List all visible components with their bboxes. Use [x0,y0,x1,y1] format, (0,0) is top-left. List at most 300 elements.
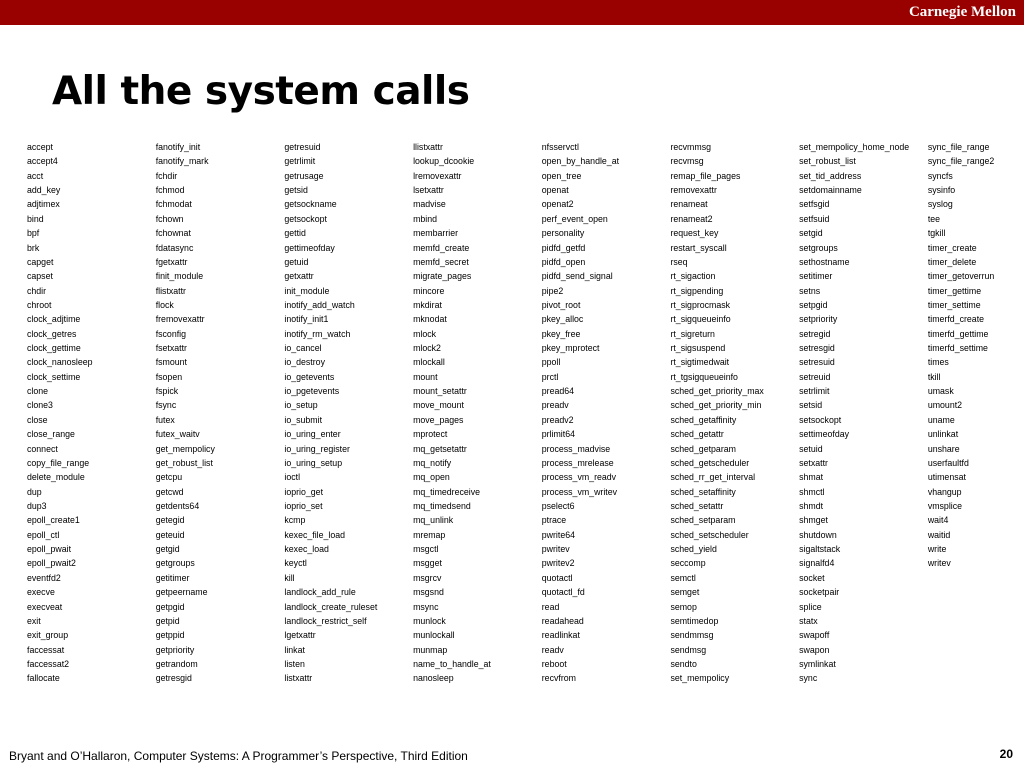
syscall-name: get_robust_list [155,457,213,468]
syscall-name: geteuid [155,529,185,540]
syscall-name: rt_sigpending [670,285,724,296]
syscall-name: mprotect [413,429,448,440]
syscall-name: pkey_free [541,328,581,339]
syscall-name: mq_notify [413,457,452,468]
syscall-name: mincore [413,285,445,296]
syscall-name: fsopen [155,371,183,382]
syscall-name: lgetxattr [284,630,316,641]
syscall-name: setfsuid [799,213,830,224]
syscall-name: futex_waitv [155,429,200,440]
syscall-name: getpid [155,615,180,626]
syscall-name: times [927,357,949,368]
syscall-name: sysinfo [927,185,956,196]
syscall-name: munmap [413,644,448,655]
syscall-name: rseq [670,256,688,267]
syscall-name: accept4 [27,156,58,167]
syscall-name: execveat [27,601,63,612]
syscall-name: fremovexattr [155,314,205,325]
syscall-name: renameat2 [670,213,713,224]
syscall-name: execve [27,587,55,598]
syscall-name: bind [27,213,44,224]
syscall-name: memfd_create [413,242,470,253]
syscall-name: fsmount [155,357,187,368]
syscall-name: getsockname [284,199,337,210]
footer-citation: Bryant and O’Hallaron, Computer Systems: A Programmer’s Perspective, Third Edition [9,749,468,763]
syscall-name: ioprio_get [284,486,324,497]
syscall-name: fsetxattr [155,343,187,354]
syscall-name: sync [799,673,818,684]
syscall-name: msgctl [413,544,439,555]
syscall-name: linkat [284,644,305,655]
syscall-name: adjtimex [27,199,60,210]
syscall-name: move_pages [413,414,464,425]
syscall-name: getsid [284,185,308,196]
syscall-name: open_by_handle_at [541,156,620,167]
syscall-name: fgetxattr [155,256,188,267]
syscall-name: setfsgid [799,199,830,210]
syscall-name: process_vm_writev [541,486,618,497]
syscall-name: mlock2 [413,343,441,354]
syscall-name: quotactl_fd [541,587,585,598]
syscall-name: sched_rr_get_interval [670,472,756,483]
syscall-name: getegid [155,515,185,526]
syscall-name: membarrier [413,228,459,239]
syscall-name: mq_timedsend [413,500,471,511]
syscall-name: pkey_alloc [541,314,584,325]
syscall-name: timerfd_settime [927,343,988,354]
header-bar [0,0,1024,25]
syscall-name: acct [27,170,44,181]
syscall-name: epoll_pwait [27,544,72,555]
syscall-name: timer_settime [927,299,981,310]
syscall-name: swapoff [799,630,830,641]
syscall-name: io_submit [284,414,323,425]
syscall-name: mremap [413,529,446,540]
syscall-name: semtimedop [670,615,719,626]
syscall-name: getppid [155,630,185,641]
syscall-name: msgrcv [413,572,442,583]
syscall-column [27,140,156,686]
slide-title: All the system calls [52,69,470,114]
syscall-name: clone3 [27,400,53,411]
syscall-name: personality [541,228,585,239]
syscall-name: getgid [155,544,180,555]
syscall-column [799,140,928,686]
syscall-name: msync [413,601,439,612]
syscall-name: add_key [27,185,61,196]
syscall-name: lookup_dcookie [413,156,475,167]
syscall-name: eventfd2 [27,572,61,583]
syscall-name: mq_unlink [413,515,454,526]
syscall-name: lremovexattr [413,170,462,181]
syscall-name: readlinkat [541,630,580,641]
syscall-name: mlock [413,328,437,339]
syscall-name: open_tree [541,170,582,181]
syscall-name: semget [670,587,700,598]
syscall-name: ioprio_set [284,500,323,511]
syscall-name: getpeername [155,587,208,598]
syscall-name: inotify_init1 [284,314,329,325]
syscall-name: capget [27,256,54,267]
syscall-name: prctl [541,371,559,382]
syscall-name: listxattr [284,673,313,684]
syscall-name: pwritev2 [541,558,575,569]
syscall-name: preadv [541,400,569,411]
syscall-column [413,140,542,686]
syscall-name: sync_file_range [927,142,990,152]
syscall-name: gettimeofday [284,242,335,253]
syscall-name: readahead [541,615,584,626]
syscall-name: mq_getsetattr [413,443,467,454]
syscall-name: sched_get_priority_min [670,400,762,411]
syscall-name: nanosleep [413,673,454,684]
syscall-name: io_uring_setup [284,457,343,468]
syscall-column [542,140,671,686]
syscall-name: umask [927,386,954,397]
page-number: 20 [999,747,1013,761]
syscall-name: flock [155,299,174,310]
syscall-name: faccessat [27,644,65,655]
syscall-name: setuid [799,443,823,454]
syscall-name: setsockopt [799,414,842,425]
syscall-name: recvmsg [670,156,704,167]
syscall-name: pselect6 [541,500,575,511]
syscall-name: pwrite64 [541,529,576,540]
syscall-name: landlock_add_rule [284,587,356,598]
syscall-name: reboot [541,658,567,669]
syscall-name: clock_adjtime [27,314,81,325]
syscall-name: pipe2 [541,285,564,296]
syscall-name: pidfd_open [541,256,586,267]
syscall-name: listen [284,658,305,669]
syscall-name: process_mrelease [541,457,614,468]
syscall-name: symlinkat [799,658,836,669]
syscall-name: sched_setaffinity [670,486,736,497]
syscall-name: kexec_file_load [284,529,346,540]
syscall-name: setpgid [799,299,828,310]
syscall-name: preadv2 [541,414,574,425]
syscall-name: memfd_secret [413,256,469,267]
syscall-name: timer_gettime [927,285,982,296]
syscall-name: msgget [413,558,442,569]
syscall-name: madvise [413,199,446,210]
syscall-name: close_range [27,429,75,440]
syscall-name: openat [541,185,569,196]
syscall-name: epoll_ctl [27,529,60,540]
syscall-name: kcmp [284,515,306,526]
syscall-name: uname [927,414,955,425]
syscall-name: rt_sigsuspend [670,343,726,354]
syscall-name: rt_sigprocmask [670,299,731,310]
syscall-name: landlock_restrict_self [284,615,367,626]
syscall-name: getpgid [155,601,185,612]
syscall-name: syncfs [927,170,953,181]
syscall-name: process_vm_readv [541,472,617,483]
syscall-name: munlock [413,615,446,626]
syscall-name: socket [799,572,825,583]
syscall-name: pidfd_send_signal [541,271,613,282]
syscall-name: timer_delete [927,256,977,267]
syscall-name: shmget [799,515,828,526]
syscall-name: io_cancel [284,343,322,354]
syscall-name: sched_getscheduler [670,457,750,468]
syscall-name: delete_module [27,472,85,483]
syscall-column [670,140,799,686]
syscall-name: rt_sigqueueinfo [670,314,731,325]
syscall-name: copy_file_range [27,457,90,468]
syscall-name: openat2 [541,199,574,210]
syscall-name: sched_getparam [670,443,736,454]
syscall-name: sigaltstack [799,544,841,555]
syscall-name: io_getevents [284,371,335,382]
syscall-name: bpf [27,228,40,239]
syscall-name: faccessat2 [27,658,70,669]
syscall-name: rt_sigreturn [670,328,715,339]
syscall-name: process_madvise [541,443,611,454]
syscall-name: io_uring_enter [284,429,341,440]
syscall-name: vmsplice [927,500,963,511]
syscall-name: accept [27,142,53,152]
syscall-name: mlockall [413,357,445,368]
syscall-name: chroot [27,299,52,310]
syscall-name: clone [27,386,49,397]
syscall-name: getsockopt [284,213,327,224]
syscall-name: epoll_pwait2 [27,558,76,569]
syscall-name: setregid [799,328,831,339]
syscall-name: move_mount [413,400,464,411]
syscall-name: shmat [799,472,824,483]
syscall-name: timerfd_gettime [927,328,989,339]
syscall-name: init_module [284,285,330,296]
syscall-name: inotify_add_watch [284,299,355,310]
syscall-name: pwritev [541,544,570,555]
syscall-name: mount [413,371,438,382]
syscall-name: rt_tgsigqueueinfo [670,371,738,382]
syscall-name: splice [799,601,822,612]
syscall-grid [27,140,1024,686]
syscall-name: munlockall [413,630,455,641]
syscall-name: shutdown [799,529,837,540]
syscall-name: fchown [155,213,184,224]
syscall-name: quotactl [541,572,573,583]
syscall-name: gettid [284,228,306,239]
syscall-name: umount2 [927,400,963,411]
syscall-name: fsync [155,400,177,411]
syscall-name: set_mempolicy_home_node [799,142,910,152]
syscall-name: sched_setscheduler [670,529,749,540]
syscall-name: mknodat [413,314,447,325]
syscall-name: setpriority [799,314,838,325]
syscall-name: getrlimit [284,156,316,167]
syscall-name: wait4 [927,515,949,526]
brand-label: Carnegie Mellon [908,4,1016,20]
syscall-name: vhangup [927,486,962,497]
syscall-name: finit_module [155,271,204,282]
syscall-name: name_to_handle_at [413,658,491,669]
syscall-name: migrate_pages [413,271,472,282]
syscall-name: sendmsg [670,644,707,655]
syscall-name: semop [670,601,697,612]
syscall-name: semctl [670,572,696,583]
syscall-name: clock_getres [27,328,77,339]
syscall-name: nfsservctl [541,142,579,152]
syscall-name: timer_create [927,242,977,253]
syscall-name: mount_setattr [413,386,467,397]
syscall-name: renameat [670,199,708,210]
syscall-name: statx [799,615,818,626]
syscall-column [156,140,285,686]
syscall-name: kexec_load [284,544,329,555]
syscall-name: dup3 [27,500,47,511]
syscall-name: ppoll [541,357,561,368]
syscall-name: set_mempolicy [670,673,730,684]
syscall-name: sched_yield [670,544,717,555]
syscall-name: getuid [284,256,309,267]
syscall-name: chdir [27,285,47,296]
syscall-column [928,140,1024,686]
syscall-name: getxattr [284,271,314,282]
syscall-name: getresgid [155,673,192,684]
syscall-name: fallocate [27,673,60,684]
syscall-name: fchownat [155,228,191,239]
syscall-name: getitimer [155,572,190,583]
syscall-name: readv [541,644,564,655]
syscall-name: setresgid [799,343,835,354]
syscall-name: timer_getoverrun [927,271,995,282]
syscall-name: mq_open [413,472,450,483]
syscall-name: exit_group [27,630,69,641]
syscall-name: flistxattr [155,285,186,296]
syscall-name: futex [155,414,175,425]
syscall-name: seccomp [670,558,706,569]
syscall-name: sendmmsg [670,630,714,641]
syscall-name: read [541,601,560,612]
syscall-name: connect [27,443,58,454]
syscall-name: mkdirat [413,299,442,310]
syscall-name: setreuid [799,371,831,382]
syscall-name: unlinkat [927,429,959,440]
syscall-name: signalfd4 [799,558,835,569]
syscall-name: removexattr [670,185,717,196]
syscall-name: pkey_mprotect [541,343,600,354]
syscall-name: getdents64 [155,500,200,511]
syscall-name: kill [284,572,295,583]
syscall-name: swapon [799,644,830,655]
syscall-name: tgkill [927,228,946,239]
syscall-name: shmctl [799,486,825,497]
syscall-name: keyctl [284,558,307,569]
syscall-name: pidfd_getfd [541,242,586,253]
syscall-name: setxattr [799,457,828,468]
syscall-name: restart_syscall [670,242,727,253]
syscall-name: syslog [927,199,953,210]
syscall-name: mq_timedreceive [413,486,481,497]
syscall-name: lsetxattr [413,185,444,196]
syscall-name: utimensat [927,472,966,483]
syscall-name: shmdt [799,500,824,511]
syscall-name: remap_file_pages [670,170,741,181]
syscall-name: unshare [927,443,960,454]
syscall-name: perf_event_open [541,213,608,224]
syscall-column [284,140,413,686]
syscall-name: writev [927,558,951,569]
syscall-name: getrandom [155,658,198,669]
syscall-name: settimeofday [799,429,849,440]
syscall-name: fdatasync [155,242,194,253]
syscall-name: recvfrom [541,673,576,684]
syscall-name: set_robust_list [799,156,856,167]
syscall-name: sched_setparam [670,515,736,526]
syscall-name: setdomainname [799,185,862,196]
syscall-name: fchmod [155,185,185,196]
syscall-name: sched_setattr [670,500,724,511]
syscall-name: setgid [799,228,823,239]
syscall-name: ioctl [284,472,301,483]
syscall-name: set_tid_address [799,170,862,181]
syscall-name: waitid [927,529,951,540]
syscall-name: getcwd [155,486,184,497]
syscall-name: brk [27,242,40,253]
syscall-name: io_destroy [284,357,325,368]
syscall-name: io_uring_register [284,443,350,454]
syscall-name: getresuid [284,142,321,152]
syscall-name: recvmmsg [670,142,712,152]
syscall-name: request_key [670,228,719,239]
syscall-name: llistxattr [413,142,443,152]
syscall-name: msgsnd [413,587,444,598]
syscall-name: getrusage [284,170,324,181]
syscall-name: inotify_rm_watch [284,328,351,339]
syscall-name: rt_sigtimedwait [670,357,730,368]
syscall-name: capset [27,271,53,282]
syscall-name: setitimer [799,271,833,282]
syscall-name: sched_getattr [670,429,724,440]
syscall-name: sched_get_priority_max [670,386,764,397]
syscall-name: fchmodat [155,199,192,210]
syscall-name: timerfd_create [927,314,985,325]
syscall-name: pivot_root [541,299,581,310]
syscall-name: setrlimit [799,386,830,397]
syscall-name: exit [27,615,41,626]
syscall-name: fanotify_init [155,142,201,152]
syscall-name: clock_nanosleep [27,357,93,368]
syscall-name: epoll_create1 [27,515,80,526]
syscall-name: close [27,414,48,425]
syscall-name: tkill [927,371,941,382]
syscall-name: io_pgetevents [284,386,340,397]
syscall-name: io_setup [284,400,318,411]
syscall-name: write [927,544,947,555]
syscall-name: clock_settime [27,371,81,382]
syscall-name: setgroups [799,242,838,253]
syscall-name: setns [799,285,821,296]
syscall-name: setresuid [799,357,835,368]
syscall-name: get_mempolicy [155,443,215,454]
syscall-name: prlimit64 [541,429,575,440]
syscall-name: sync_file_range2 [927,156,995,167]
syscall-name: fsconfig [155,328,187,339]
syscall-name: socketpair [799,587,840,598]
syscall-name: rt_sigaction [670,271,716,282]
syscall-name: setsid [799,400,823,411]
syscall-name: sendto [670,658,697,669]
syscall-name: clock_gettime [27,343,81,354]
syscall-name: userfaultfd [927,457,969,468]
syscall-name: ptrace [541,515,567,526]
syscall-name: mbind [413,213,438,224]
syscall-name: fchdir [155,170,178,181]
syscall-name: landlock_create_ruleset [284,601,378,612]
